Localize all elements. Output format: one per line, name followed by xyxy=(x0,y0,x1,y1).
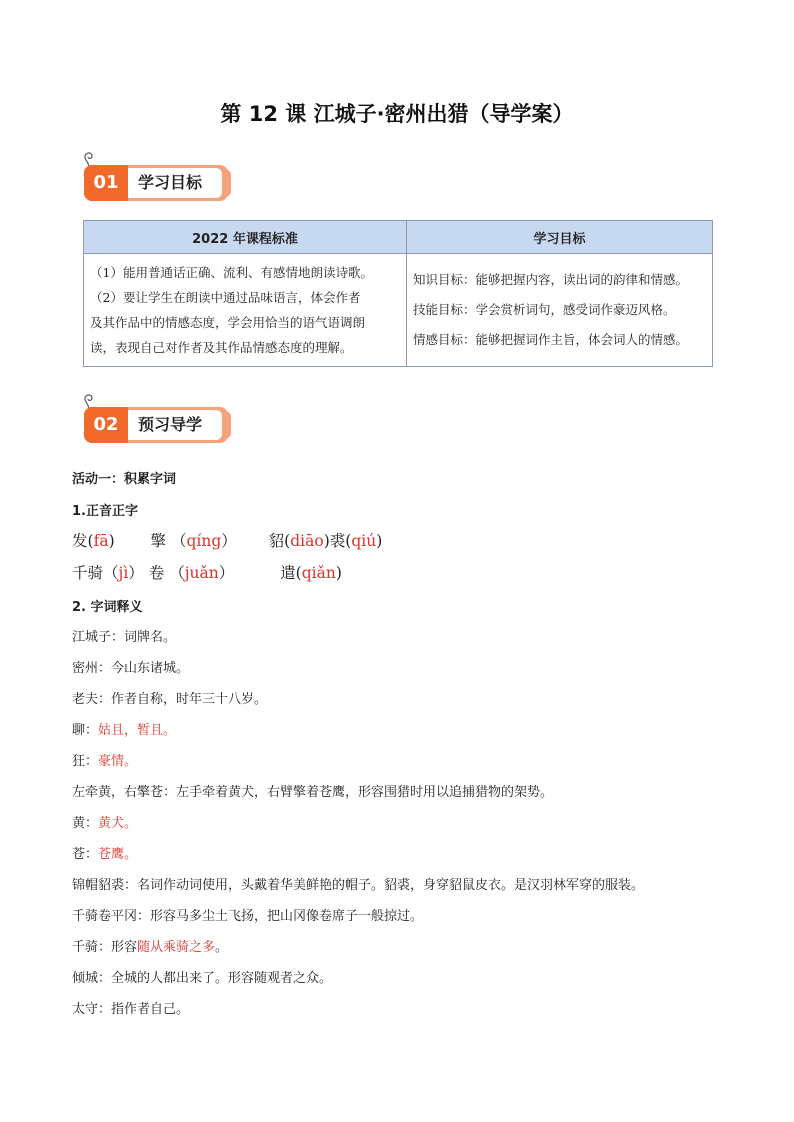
pinyin-text: diāo xyxy=(290,532,324,550)
section-number: 01 xyxy=(84,165,128,201)
pinyin-text: juǎn xyxy=(184,564,219,582)
table-header: 学习目标 xyxy=(407,221,713,254)
section-badge-goals xyxy=(80,157,240,207)
definition-item: 锦帽貂裘：名词作动词使用，头戴着华美鲜艳的帽子。貂裘，身穿貂鼠皮衣。是汉羽林军穿的服装。 xyxy=(72,878,645,893)
definition-item: 密州：今山东诸城。 xyxy=(72,661,190,676)
pinyin-text: jì xyxy=(118,564,129,582)
standard-line: （2）要让学生在朗读中通过品味语言，体会作者 xyxy=(90,290,361,305)
definition-item: 聊：姑且，暂且。 xyxy=(72,723,177,738)
pinyin-row: 千骑（jì） 卷 （juǎn） 遣(qiǎn) xyxy=(72,564,342,582)
definition-item: 黄：黄犬。 xyxy=(72,816,138,831)
definition-item: 千骑卷平冈：形容马多尘土飞扬，把山冈像卷席子一般掠过。 xyxy=(72,909,424,924)
subsection-title: 2. 字词释义 xyxy=(72,600,143,615)
pinyin-text: fā xyxy=(93,532,109,550)
goals-table xyxy=(83,220,713,367)
definition-item: 老夫：作者自称，时年三十八岁。 xyxy=(72,692,268,707)
page-title: 第 12 课 江城子·密州出猎（导学案） xyxy=(220,102,574,126)
section-label: 学习目标 xyxy=(138,173,203,192)
standards-cell xyxy=(84,254,407,367)
standard-line: （1）能用普通话正确、流利、有感情地朗读诗歌。 xyxy=(90,265,373,280)
section-badge-preview xyxy=(80,399,240,449)
objective-line: 情感目标：能够把握词作主旨，体会词人的情感。 xyxy=(413,332,689,347)
table-header: 2022 年课程标准 xyxy=(84,221,407,254)
definition-item: 狂：豪情。 xyxy=(72,754,138,769)
section-label: 预习导学 xyxy=(138,415,203,434)
objective-line: 技能目标：学会赏析词句，感受词作豪迈风格。 xyxy=(413,302,676,317)
definition-item: 苍：苍鹰。 xyxy=(72,847,138,862)
definition-item: 千骑：形容随从乘骑之多。 xyxy=(72,940,229,955)
definition-item: 太守：指作者自己。 xyxy=(72,1002,190,1017)
pinyin-row: 发(fā) 擎 （qíng） 貂(diāo)裘(qiú) xyxy=(72,532,383,550)
definition-item: 倾城：全城的人都出来了。形容随观者之众。 xyxy=(72,971,333,986)
objective-line: 知识目标：能够把握内容，读出词的韵律和情感。 xyxy=(413,272,689,287)
pinyin-text: qiǎn xyxy=(301,564,336,582)
standard-line: 读，表现自己对作者及其作品情感态度的理解。 xyxy=(90,340,353,355)
definition-item: 左牵黄，右擎苍：左手牵着黄犬，右臂擎着苍鹰，形容围猎时用以追捕猎物的架势。 xyxy=(72,785,554,800)
activity-title: 活动一：积累字词 xyxy=(72,472,177,487)
objectives-cell xyxy=(407,254,713,367)
standard-line: 及其作品中的情感态度，学会用恰当的语气语调朗 xyxy=(90,315,366,330)
subsection-title: 1.正音正字 xyxy=(72,504,138,519)
definition-item: 江城子：词牌名。 xyxy=(72,630,177,645)
pinyin-text: qiú xyxy=(351,532,377,550)
section-number: 02 xyxy=(84,407,128,443)
pinyin-text: qíng xyxy=(186,532,222,550)
